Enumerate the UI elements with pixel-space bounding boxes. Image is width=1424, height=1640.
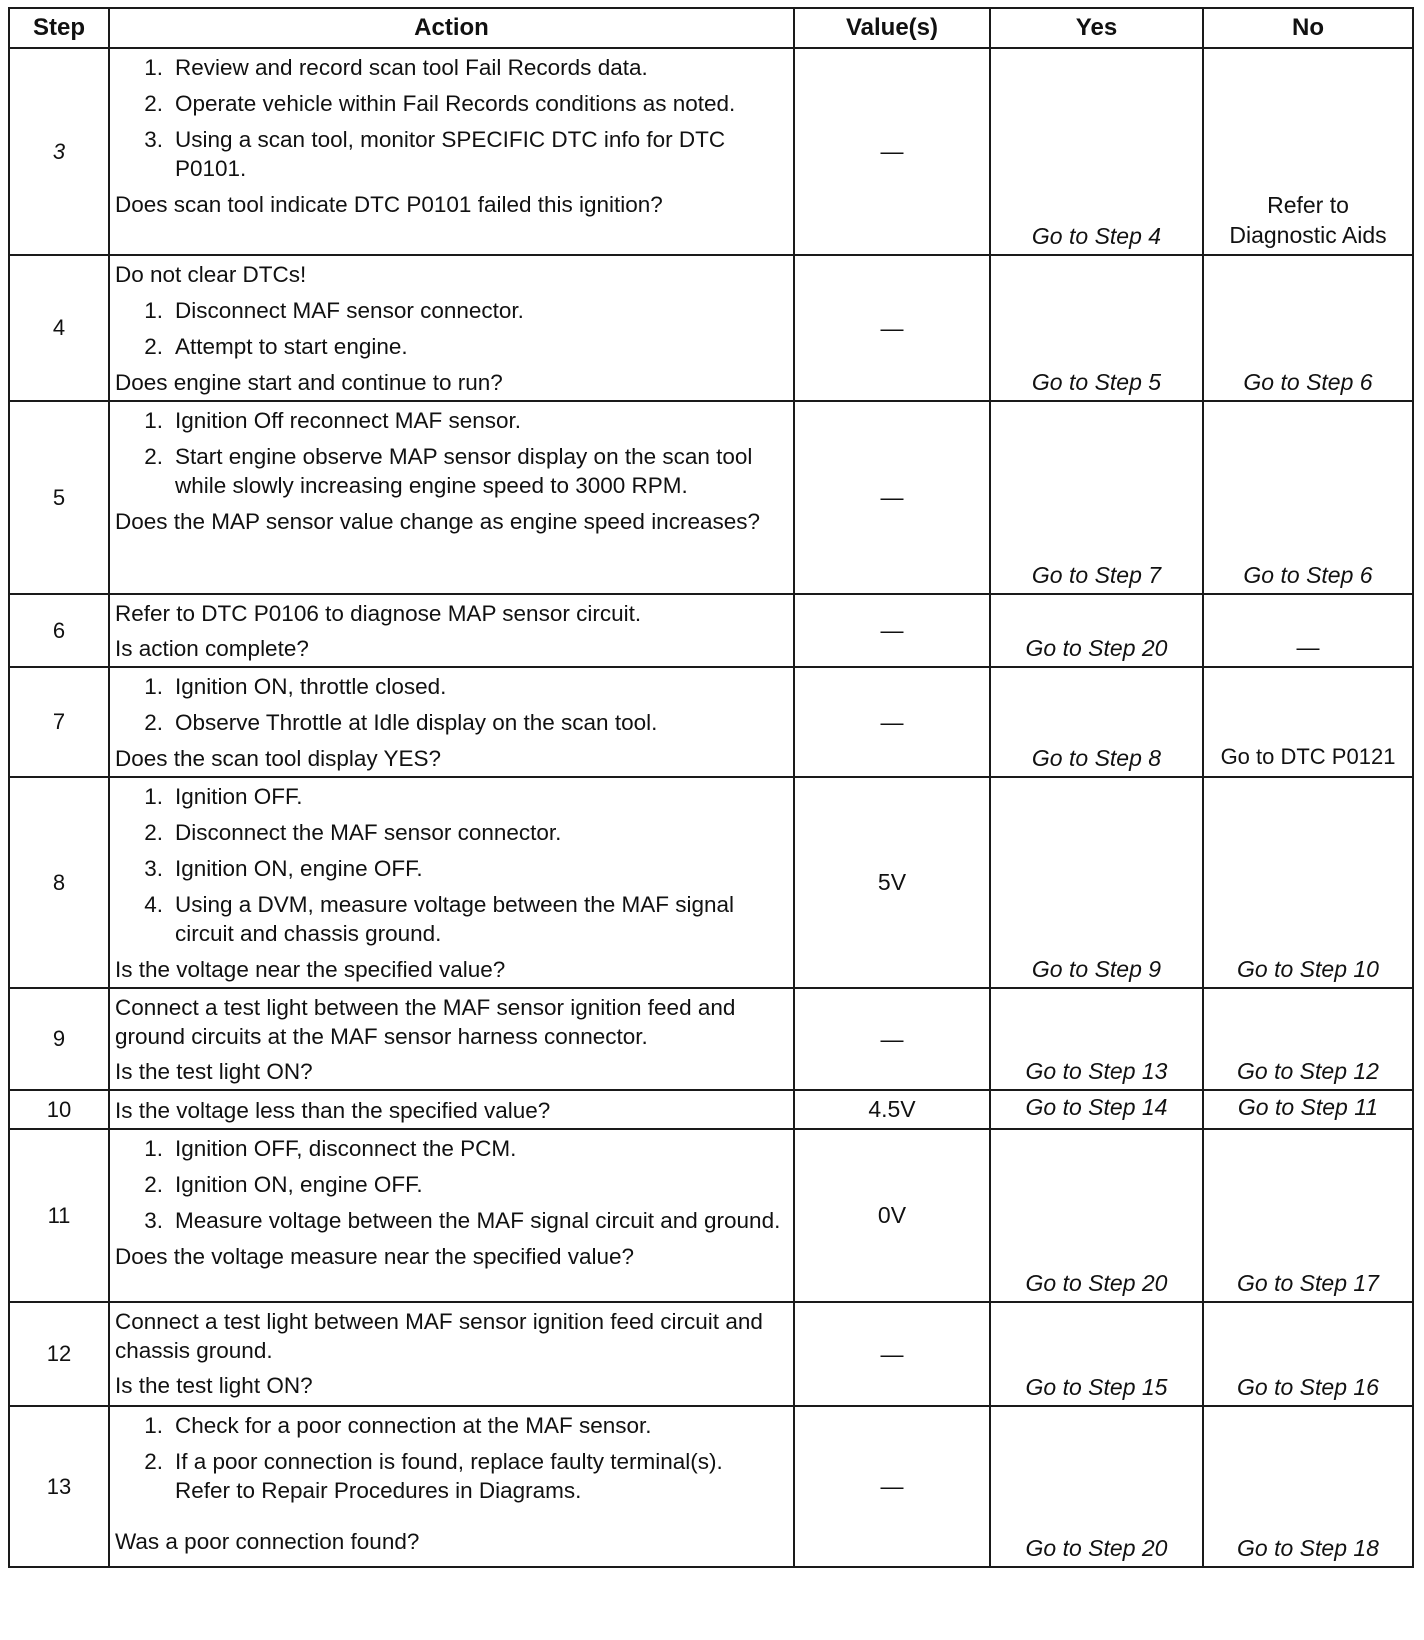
- action-step-item: [115, 332, 783, 361]
- no-cell: [1203, 988, 1413, 1090]
- action-cell: [109, 1090, 794, 1129]
- yes-goto: Go to Step 7: [1031, 562, 1162, 588]
- step-number: 5: [9, 401, 109, 594]
- action-question: Was a poor connection found?: [115, 1529, 420, 1554]
- action-cell: [109, 667, 794, 777]
- action-step-item: [115, 672, 783, 701]
- action-cell: [109, 988, 794, 1090]
- action-cell: [109, 401, 794, 594]
- action-step-text: Ignition ON, engine OFF.: [175, 1172, 423, 1197]
- action-step-item: [115, 1170, 783, 1199]
- action-step-number: 2.: [144, 820, 163, 845]
- action-step-number: 2.: [144, 1449, 163, 1474]
- no-goto: Go to Step 12: [1237, 1058, 1379, 1084]
- diagnostic-table: [8, 7, 1414, 1568]
- action-step-number: 1.: [144, 408, 163, 433]
- action-step-number: 1.: [144, 1413, 163, 1438]
- no-cell: [1203, 1129, 1413, 1302]
- action-steps: [115, 53, 783, 183]
- action-step-number: 1.: [144, 674, 163, 699]
- header-no: No: [1203, 8, 1413, 48]
- yes-cell: [990, 401, 1203, 594]
- no-goto: —: [1296, 634, 1320, 660]
- action-step-text: Start engine observe MAP sensor display on the scan tool while slowly increasing engine speed to 3000 RPM.: [175, 444, 753, 498]
- no-goto: Go to Step 6: [1243, 369, 1373, 395]
- no-cell: [1203, 594, 1413, 667]
- value-cell: —: [794, 667, 990, 777]
- yes-goto: Go to Step 20: [1025, 1535, 1168, 1561]
- table-row: [9, 1090, 1413, 1129]
- action-step-text: If a poor connection is found, replace faulty terminal(s). Refer to Repair Procedures in Diagrams.: [175, 1449, 723, 1503]
- action-intro: Refer to DTC P0106 to diagnose MAP sensor circuit.: [115, 601, 642, 626]
- action-question: Is the test light ON?: [115, 1373, 313, 1398]
- table-row: [9, 1129, 1413, 1302]
- yes-goto: Go to Step 5: [1031, 369, 1162, 395]
- no-goto: Go to DTC P0121: [1220, 744, 1396, 769]
- action-step-item: [115, 1206, 783, 1235]
- action-steps: [115, 672, 783, 737]
- no-cell: [1203, 777, 1413, 988]
- step-number: 4: [9, 255, 109, 401]
- yes-cell: [990, 777, 1203, 988]
- yes-cell: [990, 667, 1203, 777]
- value-cell: 5V: [794, 777, 990, 988]
- yes-cell: [990, 1090, 1203, 1129]
- action-step-item: [115, 89, 783, 118]
- action-step-text: Ignition OFF, disconnect the PCM.: [175, 1136, 517, 1161]
- no-cell: [1203, 1090, 1413, 1129]
- table-row: [9, 667, 1413, 777]
- no-goto: Go to Step 16: [1237, 1374, 1379, 1400]
- no-goto: Go to Step 18: [1237, 1535, 1379, 1561]
- action-steps: [115, 406, 783, 500]
- table-row: [9, 1302, 1413, 1406]
- action-steps: [115, 1134, 783, 1235]
- action-steps: [115, 1411, 783, 1505]
- no-goto: Go to Step 6: [1243, 562, 1373, 588]
- step-number: 9: [9, 988, 109, 1090]
- header-yes: Yes: [990, 8, 1203, 48]
- no-cell: [1203, 1406, 1413, 1567]
- yes-cell: [990, 48, 1203, 255]
- no-cell: [1203, 667, 1413, 777]
- step-number: 13: [9, 1406, 109, 1567]
- no-cell: [1203, 48, 1413, 255]
- step-number: 10: [9, 1090, 109, 1129]
- action-step-item: [115, 782, 783, 811]
- no-goto: Go to Step 10: [1237, 956, 1379, 982]
- action-question: Does the voltage measure near the specified value?: [115, 1244, 635, 1269]
- action-step-number: 1.: [144, 784, 163, 809]
- no-goto: Go to Step 17: [1237, 1270, 1379, 1296]
- action-step-text: Disconnect the MAF sensor connector.: [175, 820, 562, 845]
- action-question: Is the voltage near the specified value?: [115, 957, 506, 982]
- yes-cell: [990, 1406, 1203, 1567]
- action-step-number: 2.: [144, 1172, 163, 1197]
- step-number: 11: [9, 1129, 109, 1302]
- yes-cell: [990, 988, 1203, 1090]
- action-steps: [115, 782, 783, 948]
- action-question: Does engine start and continue to run?: [115, 370, 503, 395]
- no-cell: [1203, 255, 1413, 401]
- action-step-number: 3.: [144, 1208, 163, 1233]
- action-step-item: [115, 53, 783, 82]
- step-number: 12: [9, 1302, 109, 1406]
- action-step-item: [115, 1411, 783, 1440]
- action-step-number: 4.: [144, 892, 163, 917]
- action-step-number: 2.: [144, 444, 163, 469]
- header-step: Step: [9, 8, 109, 48]
- action-step-text: Ignition Off reconnect MAF sensor.: [175, 408, 522, 433]
- action-step-text: Review and record scan tool Fail Records data.: [175, 55, 648, 80]
- action-step-number: 2.: [144, 91, 163, 116]
- value-cell: 0V: [794, 1129, 990, 1302]
- step-number: 3: [9, 48, 109, 255]
- action-question: Does the scan tool display YES?: [115, 746, 442, 771]
- action-cell: [109, 1406, 794, 1567]
- action-step-text: Using a DVM, measure voltage between the MAF signal circuit and chassis ground.: [175, 892, 735, 946]
- action-question: Is the voltage less than the specified value?: [115, 1097, 551, 1123]
- yes-goto: Go to Step 15: [1025, 1374, 1168, 1400]
- action-step-item: [115, 1134, 783, 1163]
- action-step-number: 3.: [144, 127, 163, 152]
- action-step-text: Operate vehicle within Fail Records conditions as noted.: [175, 91, 736, 116]
- yes-cell: [990, 255, 1203, 401]
- yes-goto: Go to Step 14: [1025, 1094, 1168, 1120]
- header-row: [9, 8, 1413, 48]
- action-step-item: [115, 854, 783, 883]
- step-number: 6: [9, 594, 109, 667]
- action-cell: [109, 255, 794, 401]
- action-step-number: 2.: [144, 710, 163, 735]
- action-step-number: 3.: [144, 856, 163, 881]
- yes-cell: [990, 1129, 1203, 1302]
- action-cell: [109, 777, 794, 988]
- value-cell: —: [794, 48, 990, 255]
- action-step-item: [115, 1447, 783, 1505]
- action-step-text: Observe Throttle at Idle display on the scan tool.: [175, 710, 658, 735]
- action-step-text: Ignition ON, engine OFF.: [175, 856, 423, 881]
- yes-goto: Go to Step 13: [1025, 1058, 1168, 1084]
- action-question: Does the MAP sensor value change as engine speed increases?: [115, 509, 760, 534]
- value-cell: —: [794, 401, 990, 594]
- table-row: [9, 777, 1413, 988]
- action-step-text: Ignition ON, throttle closed.: [175, 674, 447, 699]
- action-step-item: [115, 442, 783, 500]
- value-cell: —: [794, 1406, 990, 1567]
- action-step-number: 1.: [144, 298, 163, 323]
- action-step-text: Measure voltage between the MAF signal circuit and ground.: [175, 1208, 781, 1233]
- action-step-number: 1.: [144, 55, 163, 80]
- value-cell: 4.5V: [794, 1090, 990, 1129]
- action-step-item: [115, 406, 783, 435]
- step-number: 7: [9, 667, 109, 777]
- no-cell: [1203, 401, 1413, 594]
- value-cell: —: [794, 594, 990, 667]
- table-row: [9, 594, 1413, 667]
- no-goto: Go to Step 11: [1237, 1094, 1379, 1120]
- action-intro: Do not clear DTCs!: [115, 262, 307, 287]
- action-step-text: Attempt to start engine.: [175, 334, 408, 359]
- yes-goto: Go to Step 20: [1025, 1270, 1168, 1296]
- value-cell: —: [794, 988, 990, 1090]
- action-step-item: [115, 296, 783, 325]
- action-step-text: Using a scan tool, monitor SPECIFIC DTC info for DTC P0101.: [175, 127, 726, 181]
- action-cell: [109, 1302, 794, 1406]
- no-goto: Refer to Diagnostic Aids: [1229, 192, 1387, 248]
- action-question: Is action complete?: [115, 636, 309, 661]
- table-row: [9, 401, 1413, 594]
- action-step-item: [115, 125, 783, 183]
- table-row: [9, 988, 1413, 1090]
- yes-cell: [990, 594, 1203, 667]
- yes-goto: Go to Step 8: [1031, 745, 1162, 771]
- header-action: Action: [109, 8, 794, 48]
- action-step-text: Ignition OFF.: [175, 784, 303, 809]
- action-step-number: 1.: [144, 1136, 163, 1161]
- value-cell: —: [794, 1302, 990, 1406]
- action-question: Is the test light ON?: [115, 1059, 313, 1084]
- yes-cell: [990, 1302, 1203, 1406]
- action-step-text: Disconnect MAF sensor connector.: [175, 298, 524, 323]
- action-cell: [109, 48, 794, 255]
- table-row: [9, 1406, 1413, 1567]
- table-row: [9, 48, 1413, 255]
- no-cell: [1203, 1302, 1413, 1406]
- action-step-item: [115, 708, 783, 737]
- value-cell: —: [794, 255, 990, 401]
- yes-goto: Go to Step 9: [1031, 956, 1162, 982]
- action-step-item: [115, 890, 783, 948]
- step-number: 8: [9, 777, 109, 988]
- table-row: [9, 255, 1413, 401]
- yes-goto: Go to Step 4: [1031, 223, 1162, 249]
- action-cell: [109, 1129, 794, 1302]
- action-steps: [115, 296, 783, 361]
- header-values: Value(s): [794, 8, 990, 48]
- action-step-text: Check for a poor connection at the MAF sensor.: [175, 1413, 652, 1438]
- action-intro: Connect a test light between the MAF sensor ignition feed and ground circuits at the MAF sensor harness connector.: [115, 995, 736, 1049]
- action-question: Does scan tool indicate DTC P0101 failed this ignition?: [115, 192, 663, 217]
- action-step-number: 2.: [144, 334, 163, 359]
- action-step-item: [115, 818, 783, 847]
- action-cell: [109, 594, 794, 667]
- action-intro: Connect a test light between MAF sensor ignition feed circuit and chassis ground.: [115, 1309, 763, 1363]
- yes-goto: Go to Step 20: [1025, 635, 1168, 661]
